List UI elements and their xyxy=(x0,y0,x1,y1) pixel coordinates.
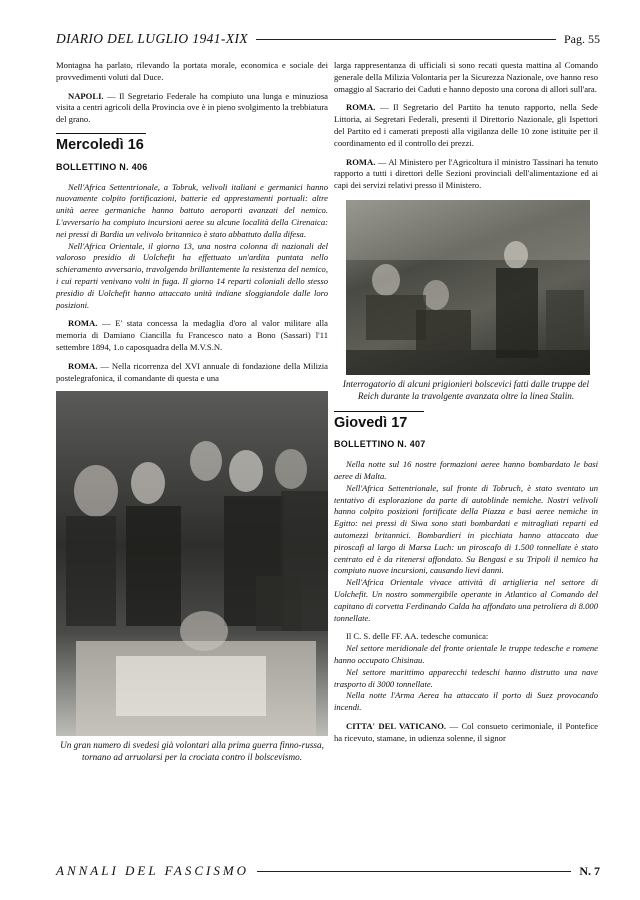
place-roma-2: ROMA. xyxy=(68,360,98,371)
issue-number: N. 7 xyxy=(579,863,600,878)
day-heading-mercoledi: Mercoledì 16 xyxy=(56,133,146,152)
paragraph-roma-milizia xyxy=(56,361,328,385)
bulletin-407-malta: Nella notte sul 16 nostre formazioni aeree hanno bombardato le basi aeree di Malta. xyxy=(334,459,598,481)
header-rule xyxy=(256,39,556,40)
page-number: Pag. 55 xyxy=(564,31,600,46)
communique-suez: Nella notte l'Arma Aerea ha attaccato il porto di Suez provocando incendi. xyxy=(334,690,598,713)
caption-swedish-volunteers: Un gran numero di svedesi già volontari alla prima guerra finno-russa, tornano ad arruolarsi per la crociata contro il bolscevismo. xyxy=(60,740,324,763)
paragraph-montagna: Montagna ha parlato, rilevando la portata morale, economica e sociale dei provvedimenti voluti dal Duce. xyxy=(56,60,328,82)
photo-prisoners-illustration xyxy=(346,200,590,375)
annali-title: ANNALI DEL FASCISMO xyxy=(56,863,250,878)
bulletin-407-africa-settentrionale: Nell'Africa Settentrionale, sul fronte di Tobruch, è stato sventato un tentativo di esplorazione da parte di autoblinde nemiche. Nostri velivoli hanno colpito posizioni fortificate della Piazza e basi aeree nemiche in Egitto: nei pressi di Siwa sono stati bombardati e mitragliati reparti ed automezzi britannici. Bombardieri in picchiata hanno attaccato due piroscafi al largo di Marsa Luch: un piroscafo di 1.500 tonnellate è stato centrato ed è da ritenersi affondato. Su Bengasi e su Tripoli il nemico ha compiuto nuove incursioni, causando lievi danni. xyxy=(334,482,598,576)
bulletin-407-africa-orientale: Nell'Africa Orientale vivace attività di artiglieria nel settore di Uolchefit. Un nostro sommergibile operante in Atlantico al Comando del capitano di corvetta Ferdinando Calda ha affondato una petroliera di 8.000 tonnellate. xyxy=(334,577,598,623)
bulletin-406-heading: BOLLETTINO N. 406 xyxy=(56,161,148,172)
bulletin-407-heading: BOLLETTINO N. 407 xyxy=(334,439,426,450)
right-column xyxy=(334,60,598,751)
place-napoli: NAPOLI. xyxy=(68,90,104,101)
german-communique-heading: Il C. S. delle FF. AA. tedesche comunica: xyxy=(346,631,489,642)
paragraph-roma-medaglia xyxy=(56,318,328,353)
paragraph-vaticano xyxy=(334,721,598,745)
running-head xyxy=(56,30,600,48)
vaticano-text: — Col consueto cerimoniale, il Pontefice ha ricevuto, stamane, in udienza solenne, il signor xyxy=(334,720,598,743)
communique-nave-trasporto: Nel settore marittimo apparecchi tedeschi hanno distrutto una nave trasporto di 3000 tonnellate. xyxy=(334,666,598,689)
napoli-text: — Il Segretario Federale ha compiuto una lunga e minuziosa visita a centri agricoli della Provincia ove è in pieno svolgimento la trebbiatura del grano. xyxy=(56,90,328,125)
day-heading-giovedi: Giovedì 17 xyxy=(334,411,424,430)
communique-chisinau: Nel settore meridionale del fronte orientale le truppe tedesche e romene hanno occupato Chisinau. xyxy=(334,643,598,665)
roma-partito-text: — Il Segretario del Partito ha tenuto rapporto, nella Sede Littoria, ai Segretari Federali, presenti il Direttorio Nazionale, gli Ispettori del Partito ed i camerati preposti alla vigilanza delle 10 zone istituite per il coordinamento ed il controllo dei prezzi. xyxy=(334,102,598,148)
caption-soviet-prisoners: Interrogatorio di alcuni prigionieri bolscevici fatti dalle truppe del Reich durante la travolgente avanzata oltre la linea Stalin. xyxy=(342,378,590,401)
bulletin-406-africa-orientale: Nell'Africa Orientale, il giorno 13, una nostra colonna di nazionali del valoroso presidio di Uolchefit ha effettuato un'ardita puntata nello schieramento avversario, travolgendo brillantemente la resistenza del nemico, i cui reparti venivano volti in fuga. Il giorno 14 reparti coloniali dello stesso presidio di Uolchefit hanno attaccato unità indiane sloggiandole dalle loro posizioni. xyxy=(56,240,328,310)
left-column xyxy=(56,60,328,772)
journal-title: DIARIO DEL LUGLIO 1941-XIX xyxy=(56,31,249,46)
roma-agricoltura-text: — Al Ministero per l'Agricoltura il ministro Tassinari ha tenuto rapporto a tutti i direttori delle Sezioni provinciali dell'alimentazione ed ai capi dei servizi relativi presso il Ministero. xyxy=(334,156,598,191)
paragraph-napoli xyxy=(56,91,328,126)
photo-soviet-prisoners xyxy=(346,200,590,375)
bulletin-406-africa-settentrionale: Nell'Africa Settentrionale, a Tobruk, velivoli italiani e germanici hanno nuovamente colpito fortificazioni, batterie ed apprestamenti portuali: altre unità aeree germaniche hanno battuto aeroporti avanzati del nemico. L'avversario ha compiuto incursioni aeree su alcune località della Cirenaica: nei pressi di Bardia un velivolo britannico è stato abbattuto dalla difesa. xyxy=(56,181,328,239)
running-foot xyxy=(56,862,600,880)
footer-rule xyxy=(257,871,571,872)
place-vaticano: CITTA' DEL VATICANO. xyxy=(346,720,447,731)
photo-swedish-volunteers xyxy=(56,391,328,736)
paragraph-rappresentanza: larga rappresentanza di ufficiali si sono recati questa mattina al Comando generale della Milizia Volontaria per la Sicurezza Nazionale, ove hanno reso omaggio al Sacrario dei Caduti e hanno deposto una corona di allori sull'ara. xyxy=(334,60,598,94)
place-roma-3: ROMA. xyxy=(346,102,376,113)
roma-milizia-text: — Nella ricorrenza del XVI annuale di fondazione della Milizia postelegrafonica, il comandante di questa e una xyxy=(56,360,328,383)
paragraph-roma-agricoltura xyxy=(334,157,598,192)
paragraph-roma-partito xyxy=(334,102,598,149)
place-roma-1: ROMA. xyxy=(68,318,98,329)
photo-volunteers-illustration xyxy=(56,391,328,736)
roma-medaglia-text: — E' stata concessa la medaglia d'oro al valor militare alla memoria di Damiano Ciancilla fu Francesco nato a Bono (Sassari) l'11 settembre 1894, 1.o caposquadra della M.V.S.N. xyxy=(56,318,328,352)
place-roma-4: ROMA. xyxy=(346,156,376,167)
